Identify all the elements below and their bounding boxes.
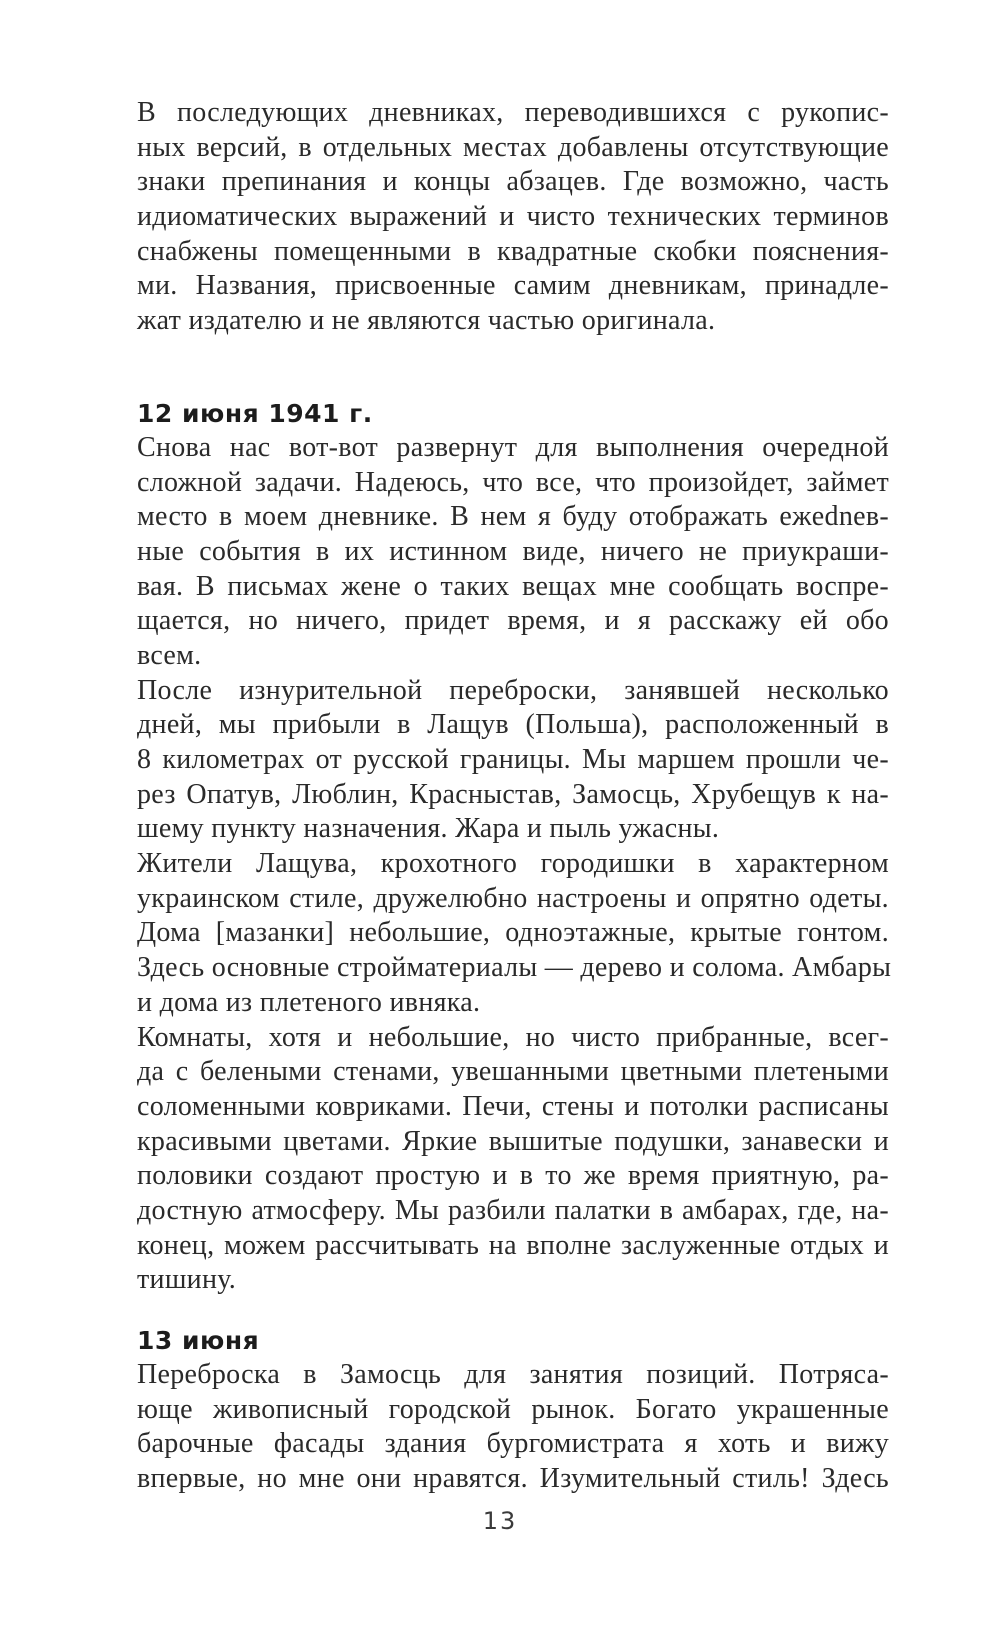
entry-paragraph (137, 1358, 889, 1497)
text-line: Дома [мазанки] небольшие, одноэтажные, крытые гонтом. (137, 917, 889, 949)
page-number: 13 (482, 1507, 518, 1535)
text-line: юще живописный городской рынок. Богато украшенные (137, 1393, 889, 1425)
text-line: половики создают простую и в то же время приятную, ра- (137, 1160, 889, 1192)
text-line: 8 километрах от русской границы. Мы маршем прошли че- (137, 744, 889, 775)
text-line: место в моем дневнике. В нем я буду отображать ежednев- (137, 501, 889, 533)
text-line: тишину. (137, 1264, 237, 1296)
text-line: красивыми цветами. Яркие вышитые подушки, занавески и (137, 1125, 889, 1157)
diary-entry-heading: 13 июня (137, 1326, 260, 1355)
text-line: щается, но ничего, придет время, и я расскажу ей обо (137, 605, 889, 637)
text-line: ми. Названия, присвоенные самим дневникам, принадле- (137, 270, 889, 302)
text-line: Переброска в Замосць для занятия позиций. Потряса- (137, 1359, 889, 1390)
entry-paragraph (137, 847, 892, 1020)
text-line: дней, мы прибыли в Лащув (Польша), расположенный в (137, 709, 889, 741)
text-line: барочные фасады здания бургомистрата я хоть и вижу (137, 1428, 889, 1460)
diary-entry-heading: 12 июня 1941 г. (137, 398, 373, 428)
text-line: Снова нас вот-вот развернут для выполнения очередной (137, 431, 889, 463)
text-line: впервые, но мне они нравятся. Изумительный стиль! Здесь (137, 1463, 889, 1495)
text-line: и дома из плетеного ивняка. (137, 986, 481, 1018)
intro-paragraph (137, 96, 889, 339)
text-line: Здесь основные стройматериалы — дерево и солома. Амбары (137, 952, 892, 984)
text-line: жат издателю и не являются частью оригинала. (137, 305, 716, 337)
text-line: Комнаты, хотя и небольшие, но чисто прибранные, всег- (137, 1021, 889, 1053)
text-line: достную атмосферу. Мы разбили палатки в амбарах, где, на- (137, 1194, 889, 1226)
text-line: шему пункту назначения. Жара и пыль ужасны. (137, 813, 720, 845)
text-line: сложной задачи. Надеюсь, что все, что произойдет, займет (137, 466, 889, 498)
text-line: снабжены помещенными в квадратные скобки пояснения- (137, 235, 889, 267)
entry-paragraph (137, 431, 889, 674)
text-line: соломенными ковриками. Печи, стены и потолки расписаны (137, 1090, 889, 1122)
text-line: ные события в их истинном виде, ничего не приукраши- (137, 535, 889, 567)
text-line: В последующих дневниках, переводившихся с рукопис- (137, 97, 889, 128)
text-line: всем. (137, 639, 202, 671)
text-line: конец, можем рассчитывать на вполне заслуженные отдых и (137, 1229, 889, 1261)
text-line: Жители Лащува, крохотного городишки в характерном (137, 848, 889, 880)
text-line: После изнурительной переброски, занявшей несколько (137, 674, 889, 706)
entry-paragraph (137, 1021, 889, 1299)
text-line: вая. В письмах жене о таких вещах мне сообщать воспре- (137, 570, 889, 602)
page-body (137, 96, 892, 1497)
text-line: знаки препинания и концы абзацев. Где возможно, часть (137, 166, 889, 198)
text-line: идиоматических выражений и чисто технических терминов (137, 201, 889, 233)
text-line: украинском стиле, дружелюбно настроены и опрятно одеты. (137, 882, 889, 914)
text-line: рез Опатув, Люблин, Красныстав, Замосць, Хрубещув к на- (137, 778, 889, 810)
entry-paragraph (137, 674, 889, 847)
text-line: да с белеными стенами, увешанными цветными плетеными (137, 1056, 889, 1088)
text-line: ных версий, в отдельных местах добавлены отсутствующие (137, 131, 889, 163)
